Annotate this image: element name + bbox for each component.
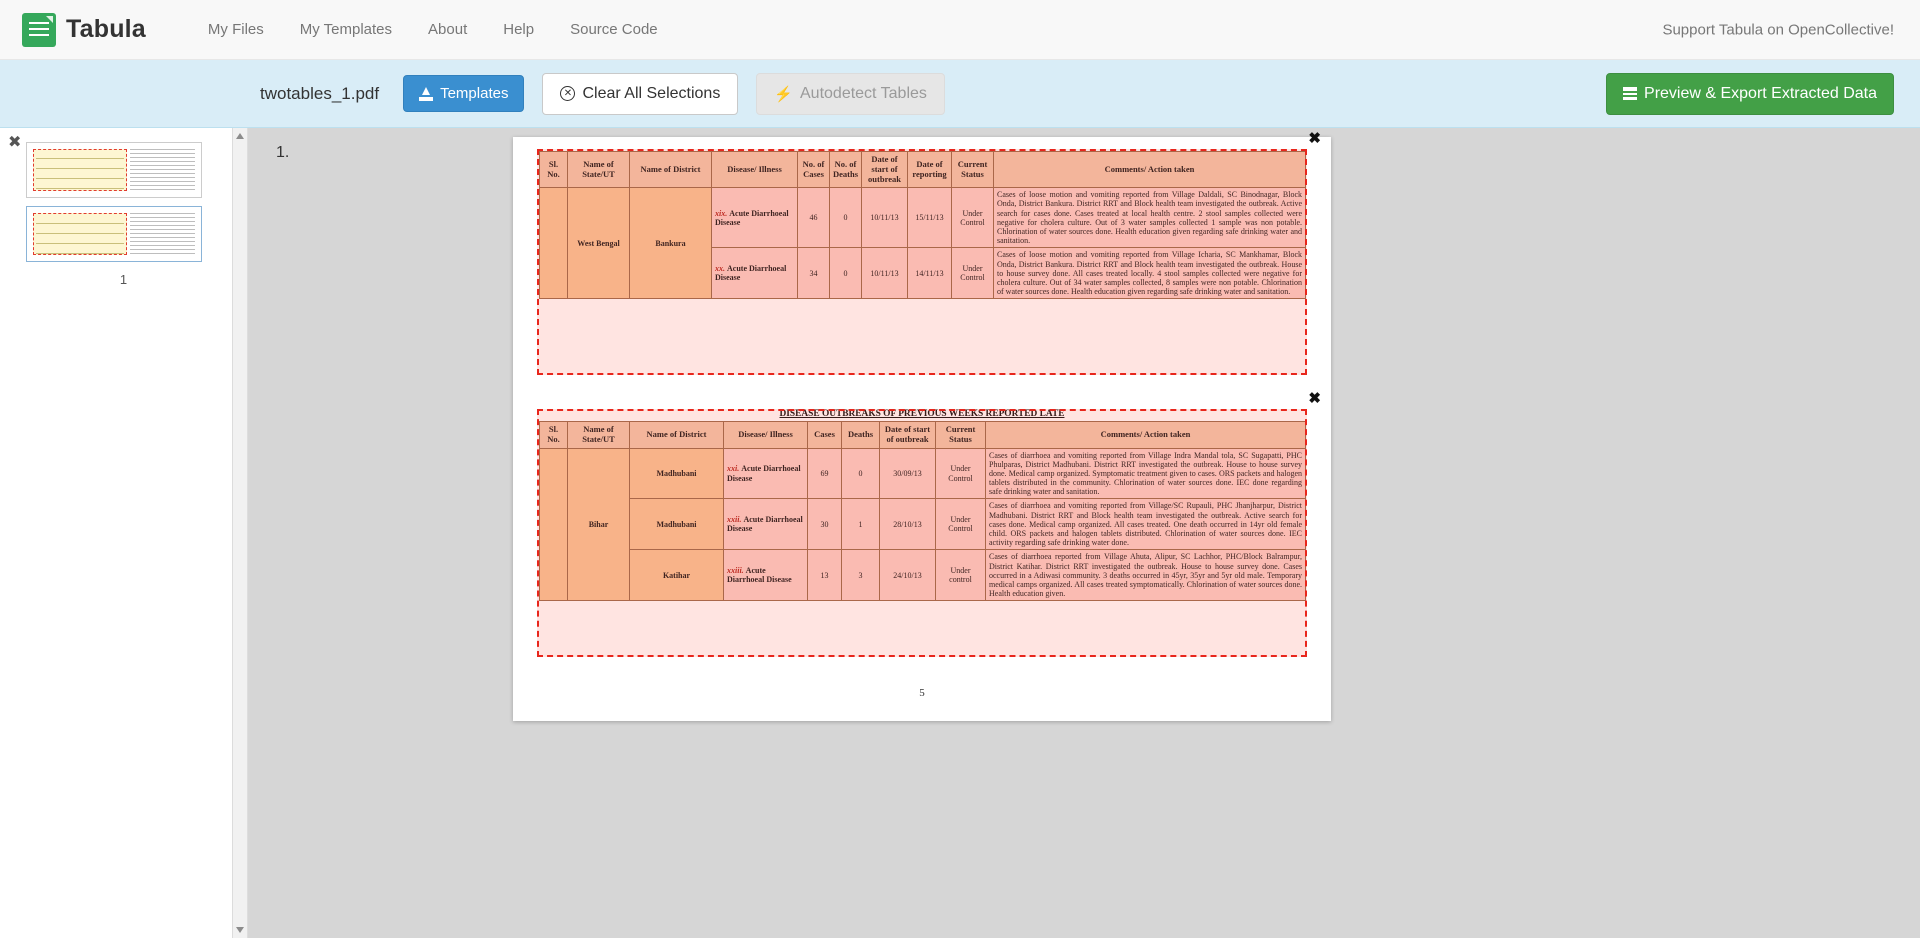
td-district: Katihar: [630, 550, 724, 601]
upload-icon: [419, 87, 433, 101]
autodetect-tables-label: Autodetect Tables: [800, 84, 927, 102]
pdf-viewer[interactable]: [248, 128, 1920, 938]
th-cases: Cases: [808, 422, 842, 449]
table-icon: [1623, 87, 1637, 100]
table-selection-2[interactable]: [537, 390, 1321, 657]
pdf-page-number: 5: [919, 687, 925, 699]
th-state: Name of State/UT: [568, 422, 630, 449]
td-deaths: 0: [842, 448, 880, 499]
td-report-date: 14/11/13: [908, 248, 952, 299]
page-thumbnail-1-selected[interactable]: [26, 206, 202, 262]
th-sl-no: Sl. No.: [540, 422, 568, 449]
td-disease-number: xix.: [715, 208, 728, 218]
sidebar-scrollbar[interactable]: [232, 128, 247, 938]
th-start-date: Date of start of outbreak: [862, 152, 908, 188]
td-start-date: 10/11/13: [862, 248, 908, 299]
td-district: Madhubani: [630, 448, 724, 499]
td-status: Under Control: [952, 248, 994, 299]
templates-button-label: Templates: [440, 85, 509, 102]
td-district: Bankura: [630, 188, 712, 299]
top-navbar: [0, 0, 1920, 60]
thumbnail-row-line: [36, 243, 124, 244]
th-district: Name of District: [630, 152, 712, 188]
td-deaths: 1: [842, 499, 880, 550]
td-comments: Cases of diarrhoea and vomiting reported from Village Indra Mandal tola, SC Sugapatti, PHC Phulparas, District Madhubani. District RRT investigated the outbreak. House to house survey done. Medical camp organized. Symptomatic treatment given to cases. ORS packets and halogen tablets distributed in the community. Chlorination of water sources done. IEC done regarding safe drinking water and sanitation.: [986, 448, 1306, 499]
close-sidebar-icon[interactable]: ✖: [8, 134, 22, 151]
scroll-up-arrow-icon[interactable]: [236, 133, 244, 139]
td-deaths: 0: [830, 188, 862, 248]
td-disease-number: xxiii.: [727, 566, 744, 576]
th-disease: Disease/ Illness: [724, 422, 808, 449]
support-opencollective-link[interactable]: Support Tabula on OpenCollective!: [1662, 21, 1894, 38]
th-deaths: No. of Deaths: [830, 152, 862, 188]
thumbnail-text-region: [130, 213, 195, 255]
pdf-table-2-title: DISEASE OUTBREAKS OF PREVIOUS WEEKS REPORTED LATE: [779, 409, 1065, 419]
selection-index-label: 1.: [276, 144, 290, 161]
td-status: Under Control: [952, 188, 994, 248]
thumbnail-row-line: [36, 178, 124, 179]
page-thumbnail-sidebar: [0, 128, 248, 938]
thumbnail-row-line: [36, 158, 124, 159]
td-deaths: 0: [830, 248, 862, 299]
autodetect-tables-button[interactable]: [756, 73, 945, 115]
td-district: Madhubani: [630, 499, 724, 550]
td-cases: 69: [808, 448, 842, 499]
logo-corner-fold: [46, 16, 53, 23]
td-disease-number: xxii.: [727, 515, 742, 525]
td-disease-name: Acute Diarrhoeal Disease: [715, 264, 787, 283]
th-disease: Disease/ Illness: [712, 152, 798, 188]
td-cases: 30: [808, 499, 842, 550]
td-start-date: 10/11/13: [862, 188, 908, 248]
th-state: Name of State/UT: [568, 152, 630, 188]
th-sl-no: Sl. No.: [540, 152, 568, 188]
th-report-date: Date of reporting: [908, 152, 952, 188]
td-disease-name: Acute Diarrhoeal Disease: [727, 464, 801, 483]
th-status: Current Status: [952, 152, 994, 188]
th-comments: Comments/ Action taken: [986, 422, 1306, 449]
td-disease-name: Acute Diarrhoeal Disease: [727, 566, 792, 585]
th-start-date: Date of start of outbreak: [880, 422, 936, 449]
remove-selection-1-icon[interactable]: ✖: [1308, 130, 1321, 147]
td-cases: 13: [808, 550, 842, 601]
td-status: Under control: [936, 550, 986, 601]
thumbnail-row-line: [36, 223, 124, 224]
td-cases: 46: [798, 188, 830, 248]
document-toolbar: [0, 60, 1920, 128]
thumbnail-page-caption: 1: [119, 272, 128, 287]
td-disease-name: Acute Diarrhoeal Disease: [715, 208, 789, 227]
td-disease-number: xx.: [715, 264, 725, 274]
th-status: Current Status: [936, 422, 986, 449]
tabula-logo-icon: [22, 13, 56, 47]
thumbnail-list: [0, 128, 247, 287]
th-cases: No. of Cases: [798, 152, 830, 188]
td-start-date: 30/09/13: [880, 448, 936, 499]
td-comments: Cases of loose motion and vomiting reported from Village Icharia, SC Mankhamar, Block Onda, District Bankura. District RRT and Block health team investigated the outbreak. House to house survey done. All cases treated locally. 4 stool samples collected were negative for cholera culture. Out of 34 water samples collected, 8 samples were non potable. Chlorination of water sources done. Health education given regarding safe drinking water and sanitation.: [994, 248, 1306, 299]
page-thumbnail-1[interactable]: [26, 142, 202, 198]
thumbnail-row-line: [36, 168, 124, 169]
bolt-icon: ⚡: [774, 85, 793, 103]
td-comments: Cases of diarrhoea reported from Village Ahuta, Alipur, SC Lachhor, PHC/Block Balrampur, District Katihar. District RRT investigated the outbreak. House to house survey done. Cases occurred in a Adiwasi community. 3 deaths occurred in 45yr, 35yr and 5yr old male. Temporary medical camps organized. All cases treated symptomatically. Chlorination of water sources done. Health education given.: [986, 550, 1306, 601]
table-selection-1[interactable]: [537, 130, 1321, 375]
clear-circle-x-icon: ✕: [560, 86, 575, 101]
th-deaths: Deaths: [842, 422, 880, 449]
clear-all-selections-button[interactable]: [542, 73, 738, 115]
scroll-down-arrow-icon[interactable]: [236, 927, 244, 933]
thumbnail-table-region: [33, 149, 127, 191]
td-cases: 34: [798, 248, 830, 299]
nav-link-my-files[interactable]: My Files: [207, 21, 264, 38]
nav-link-my-templates[interactable]: My Templates: [299, 21, 393, 38]
thumbnail-row-line: [36, 253, 124, 254]
td-disease-number: xxi.: [727, 464, 740, 474]
td-status: Under Control: [936, 499, 986, 550]
td-comments: Cases of loose motion and vomiting reported from Village Daldali, SC Binodnagar, Block Onda, District Bankura. District RRT and Block health team investigated the outbreak. Active search for cases done. Cases treated at local health centre. 2 stool samples collected were negative for cholera culture. Out of 3 water samples collected 1 sample was non potable. Chlorination of water sources done. Health education given regarding safe drinking water and sanitation.: [994, 188, 1306, 248]
thumbnail-page-preview: [30, 210, 198, 258]
brand-logo-group[interactable]: [22, 13, 146, 47]
nav-link-about[interactable]: About: [428, 21, 468, 38]
preview-export-button[interactable]: [1606, 73, 1894, 115]
td-report-date: 15/11/13: [908, 188, 952, 248]
td-state: West Bengal: [568, 188, 630, 299]
brand-name: Tabula: [66, 15, 146, 43]
td-state: Bihar: [568, 448, 630, 601]
td-status: Under Control: [936, 448, 986, 499]
th-comments: Comments/ Action taken: [994, 152, 1306, 188]
templates-button[interactable]: [403, 75, 524, 112]
workspace: [0, 128, 1920, 938]
nav-link-source-code[interactable]: Source Code: [570, 21, 658, 38]
preview-export-label: Preview & Export Extracted Data: [1644, 84, 1877, 102]
thumbnail-text-region: [130, 149, 195, 191]
td-comments: Cases of diarrhoea and vomiting reported from Village/SC Rupauli, PHC Jhanjharpur, District Madhubani. District RRT and Block health team investigated the outbreak. Active search for cases done. Medical camp organized. All cases treated. One death occurred in 14yr old female child. ORS packets and halogen tablets distributed. Chlorination of water sources done. IEC activity regarding safe drinking water done.: [986, 499, 1306, 550]
td-deaths: 3: [842, 550, 880, 601]
current-filename: twotables_1.pdf: [260, 83, 380, 103]
thumbnail-row-line: [36, 233, 124, 234]
pdf-page-canvas[interactable]: [513, 130, 1331, 721]
td-start-date: 28/10/13: [880, 499, 936, 550]
td-disease-name: Acute Diarrhoeal Disease: [727, 515, 803, 534]
td-start-date: 24/10/13: [880, 550, 936, 601]
thumbnail-row-line: [36, 188, 124, 189]
thumbnail-table-region: [33, 213, 127, 255]
nav-links: [190, 13, 676, 46]
clear-all-selections-label: Clear All Selections: [582, 84, 721, 102]
thumbnail-page-preview: [30, 146, 198, 194]
remove-selection-2-icon[interactable]: ✖: [1308, 390, 1321, 407]
th-district: Name of District: [630, 422, 724, 449]
nav-link-help[interactable]: Help: [503, 21, 535, 38]
